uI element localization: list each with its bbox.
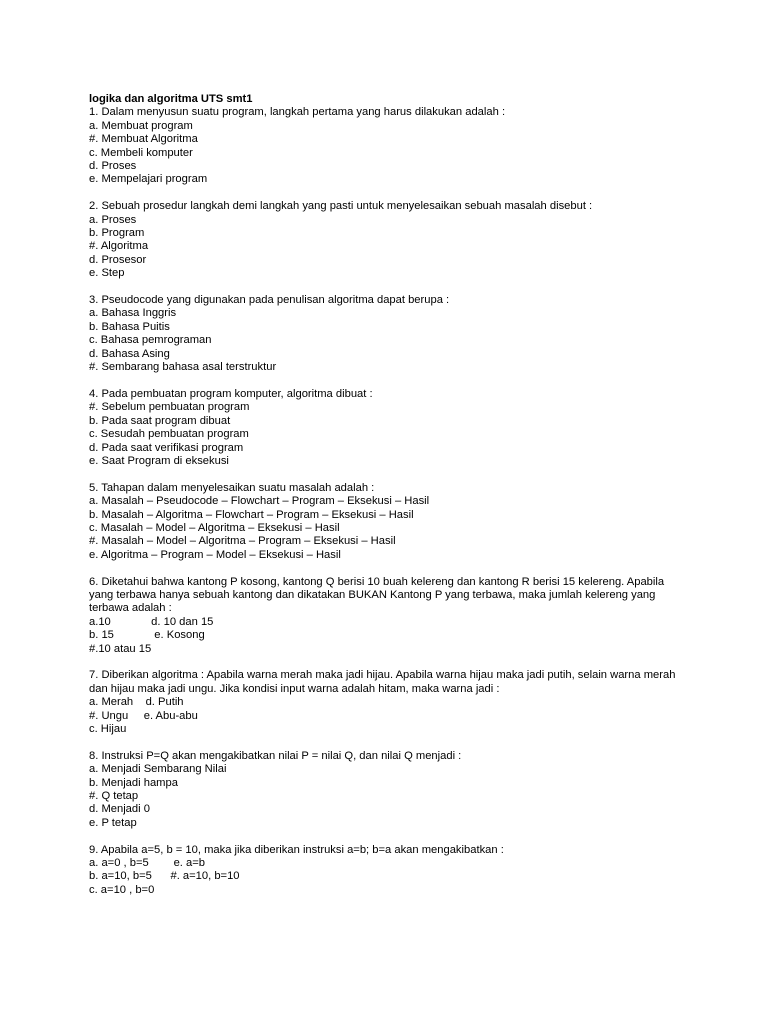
question-3 <box>89 294 689 374</box>
answer-option: e. Mempelajari program <box>89 173 208 186</box>
answer-option: a. Merah d. Putih <box>89 696 184 709</box>
answer-option: c. a=10 , b=0 <box>89 883 155 896</box>
question-text: 6. Diketahui bahwa kantong P kosong, kantong Q berisi 10 buah kelereng dan kantong R berisi 15 kelereng. Apabila yang terbawa hanya sebuah kantong dan dikatakan BUKAN Kantong P yang terbawa, maka jumlah kelereng yang terbawa adalah : <box>89 575 665 615</box>
question-9 <box>89 844 689 898</box>
question-text: 4. Pada pembuatan program komputer, algoritma dibuat : <box>89 387 373 400</box>
answer-option: #. Sebelum pembuatan program <box>89 401 250 414</box>
answer-option: a.10 d. 10 dan 15 <box>89 615 214 628</box>
question-text: 3. Pseudocode yang digunakan pada penulisan algoritma dapat berupa : <box>89 294 450 307</box>
answer-option: #.10 atau 15 <box>89 642 152 655</box>
question-text: 2. Sebuah prosedur langkah demi langkah yang pasti untuk menyelesaikan sebuah masalah disebut : <box>89 200 593 213</box>
answer-option: d. Prosesor <box>89 253 147 266</box>
answer-option: b. 15 e. Kosong <box>89 629 205 642</box>
answer-option: #. Sembarang bahasa asal terstruktur <box>89 361 277 374</box>
question-list <box>89 106 689 897</box>
answer-option: d. Proses <box>89 160 137 173</box>
document-title: logika dan algoritma UTS smt1 <box>89 93 253 105</box>
question-text: 5. Tahapan dalam menyelesaikan suatu masalah adalah : <box>89 481 375 494</box>
question-8 <box>89 750 689 830</box>
document-page <box>89 93 689 911</box>
answer-option: d. Pada saat verifikasi program <box>89 441 244 454</box>
answer-option: b. Pada saat program dibuat <box>89 414 231 427</box>
answer-option: b. Menjadi hampa <box>89 776 178 789</box>
answer-option: e. Algoritma – Program – Model – Eksekusi – Hasil <box>89 548 341 561</box>
answer-option: b. Program <box>89 227 145 240</box>
answer-option: #. Ungu e. Abu-abu <box>89 709 198 722</box>
question-text: 8. Instruksi P=Q akan mengakibatkan nilai P = nilai Q, dan nilai Q menjadi : <box>89 749 462 762</box>
answer-option: e. P tetap <box>89 816 137 829</box>
answer-option: #. Algoritma <box>89 240 149 253</box>
answer-option: b. Masalah – Algoritma – Flowchart – Program – Eksekusi – Hasil <box>89 508 414 521</box>
answer-option: e. Step <box>89 267 125 280</box>
answer-option: b. Bahasa Puitis <box>89 320 170 333</box>
question-1 <box>89 106 689 186</box>
answer-option: c. Masalah – Model – Algoritma – Eksekusi – Hasil <box>89 521 340 534</box>
answer-option: a. Menjadi Sembarang Nilai <box>89 763 227 776</box>
question-5 <box>89 482 689 562</box>
question-text: 1. Dalam menyusun suatu program, langkah pertama yang harus dilakukan adalah : <box>89 106 506 119</box>
answer-option: a. Bahasa Inggris <box>89 307 177 320</box>
question-6 <box>89 576 689 656</box>
question-2 <box>89 200 689 280</box>
answer-option: a. Membuat program <box>89 119 193 132</box>
answer-option: d. Bahasa Asing <box>89 347 170 360</box>
answer-option: #. Q tetap <box>89 790 139 803</box>
answer-option: #. Masalah – Model – Algoritma – Program – Eksekusi – Hasil <box>89 535 396 548</box>
answer-option: #. Membuat Algoritma <box>89 133 198 146</box>
answer-option: a. Proses <box>89 213 137 226</box>
answer-option: c. Membeli komputer <box>89 146 193 159</box>
answer-option: c. Sesudah pembuatan program <box>89 428 249 441</box>
answer-option: a. Masalah – Pseudocode – Flowchart – Program – Eksekusi – Hasil <box>89 495 430 508</box>
answer-option: d. Menjadi 0 <box>89 803 150 816</box>
answer-option: c. Hijau <box>89 723 127 735</box>
answer-option: b. a=10, b=5 #. a=10, b=10 <box>89 870 240 883</box>
answer-option: a. a=0 , b=5 e. a=b <box>89 857 205 870</box>
answer-option: e. Saat Program di eksekusi <box>89 454 229 467</box>
question-text: 7. Diberikan algoritma : Apabila warna merah maka jadi hijau. Apabila warna hijau maka jadi putih, selain warna merah dan hijau maka jadi ungu. Jika kondisi input warna adalah hitam, maka warna jadi : <box>89 669 676 695</box>
question-7 <box>89 669 689 736</box>
question-4 <box>89 388 689 468</box>
answer-option: c. Bahasa pemrograman <box>89 334 212 347</box>
question-text: 9. Apabila a=5, b = 10, maka jika diberikan instruksi a=b; b=a akan mengakibatkan : <box>89 843 504 856</box>
